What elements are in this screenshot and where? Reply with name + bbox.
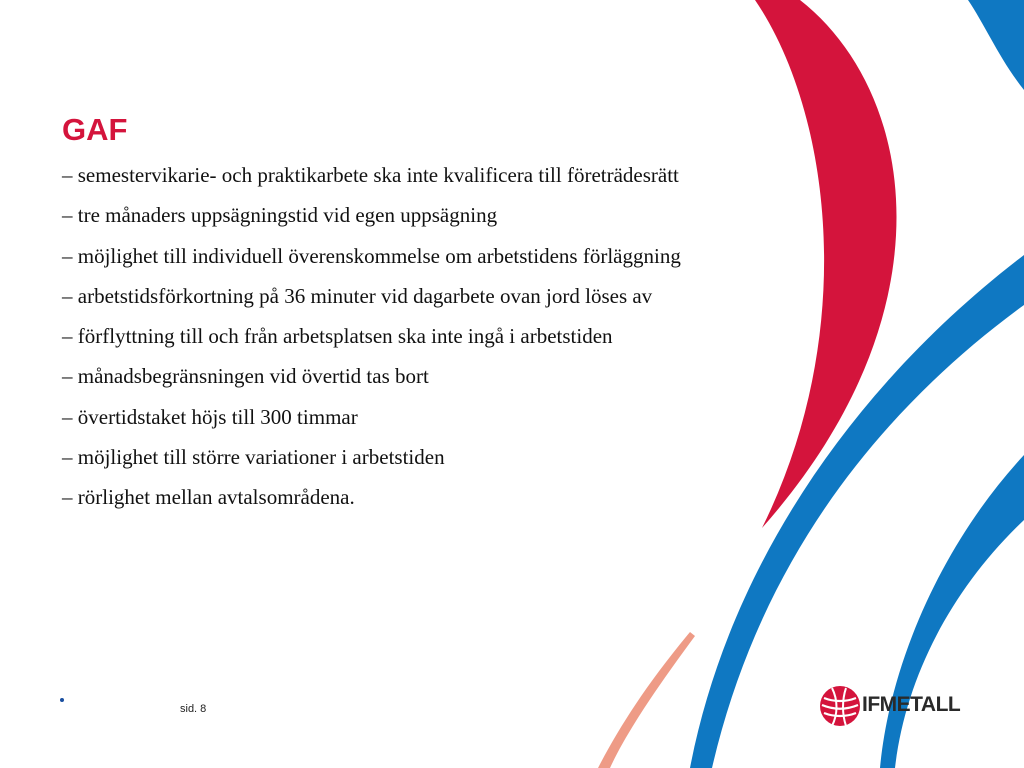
- bullet-item: – möjlighet till individuell överenskommelse om arbetstidens förläggning: [62, 243, 681, 268]
- salmon-swoosh: [598, 632, 695, 768]
- logo-text: IFMETALL: [862, 693, 961, 716]
- page-number: sid. 8: [180, 703, 207, 715]
- ifmetall-logo: [818, 680, 988, 732]
- bullet-item: – förflyttning till och från arbetsplatsen ska inte ingå i arbetstiden: [62, 324, 613, 349]
- bullet-item: – möjlighet till större variationer i arbetstiden: [62, 445, 445, 470]
- bullet-list: [62, 155, 842, 518]
- bullet-item: – månadsbegränsningen vid övertid tas bort: [62, 364, 429, 389]
- bullet-item: – arbetstidsförkortning på 36 minuter vid dagarbete ovan jord löses av: [62, 283, 653, 308]
- logo-mark-icon: [818, 680, 862, 732]
- bullet-item: – rörlighet mellan avtalsområdena.: [62, 485, 355, 510]
- footer-dot: [60, 698, 64, 702]
- bullet-item: – övertidstaket höjs till 300 timmar: [62, 404, 358, 429]
- blue-swoosh-top: [968, 0, 1024, 90]
- bullet-item: – semestervikarie- och praktikarbete ska inte kvalificera till företrädesrätt: [62, 163, 679, 187]
- slide-title: GAF: [62, 112, 128, 147]
- bullet-item: – tre månaders uppsägningstid vid egen uppsägning: [62, 203, 498, 228]
